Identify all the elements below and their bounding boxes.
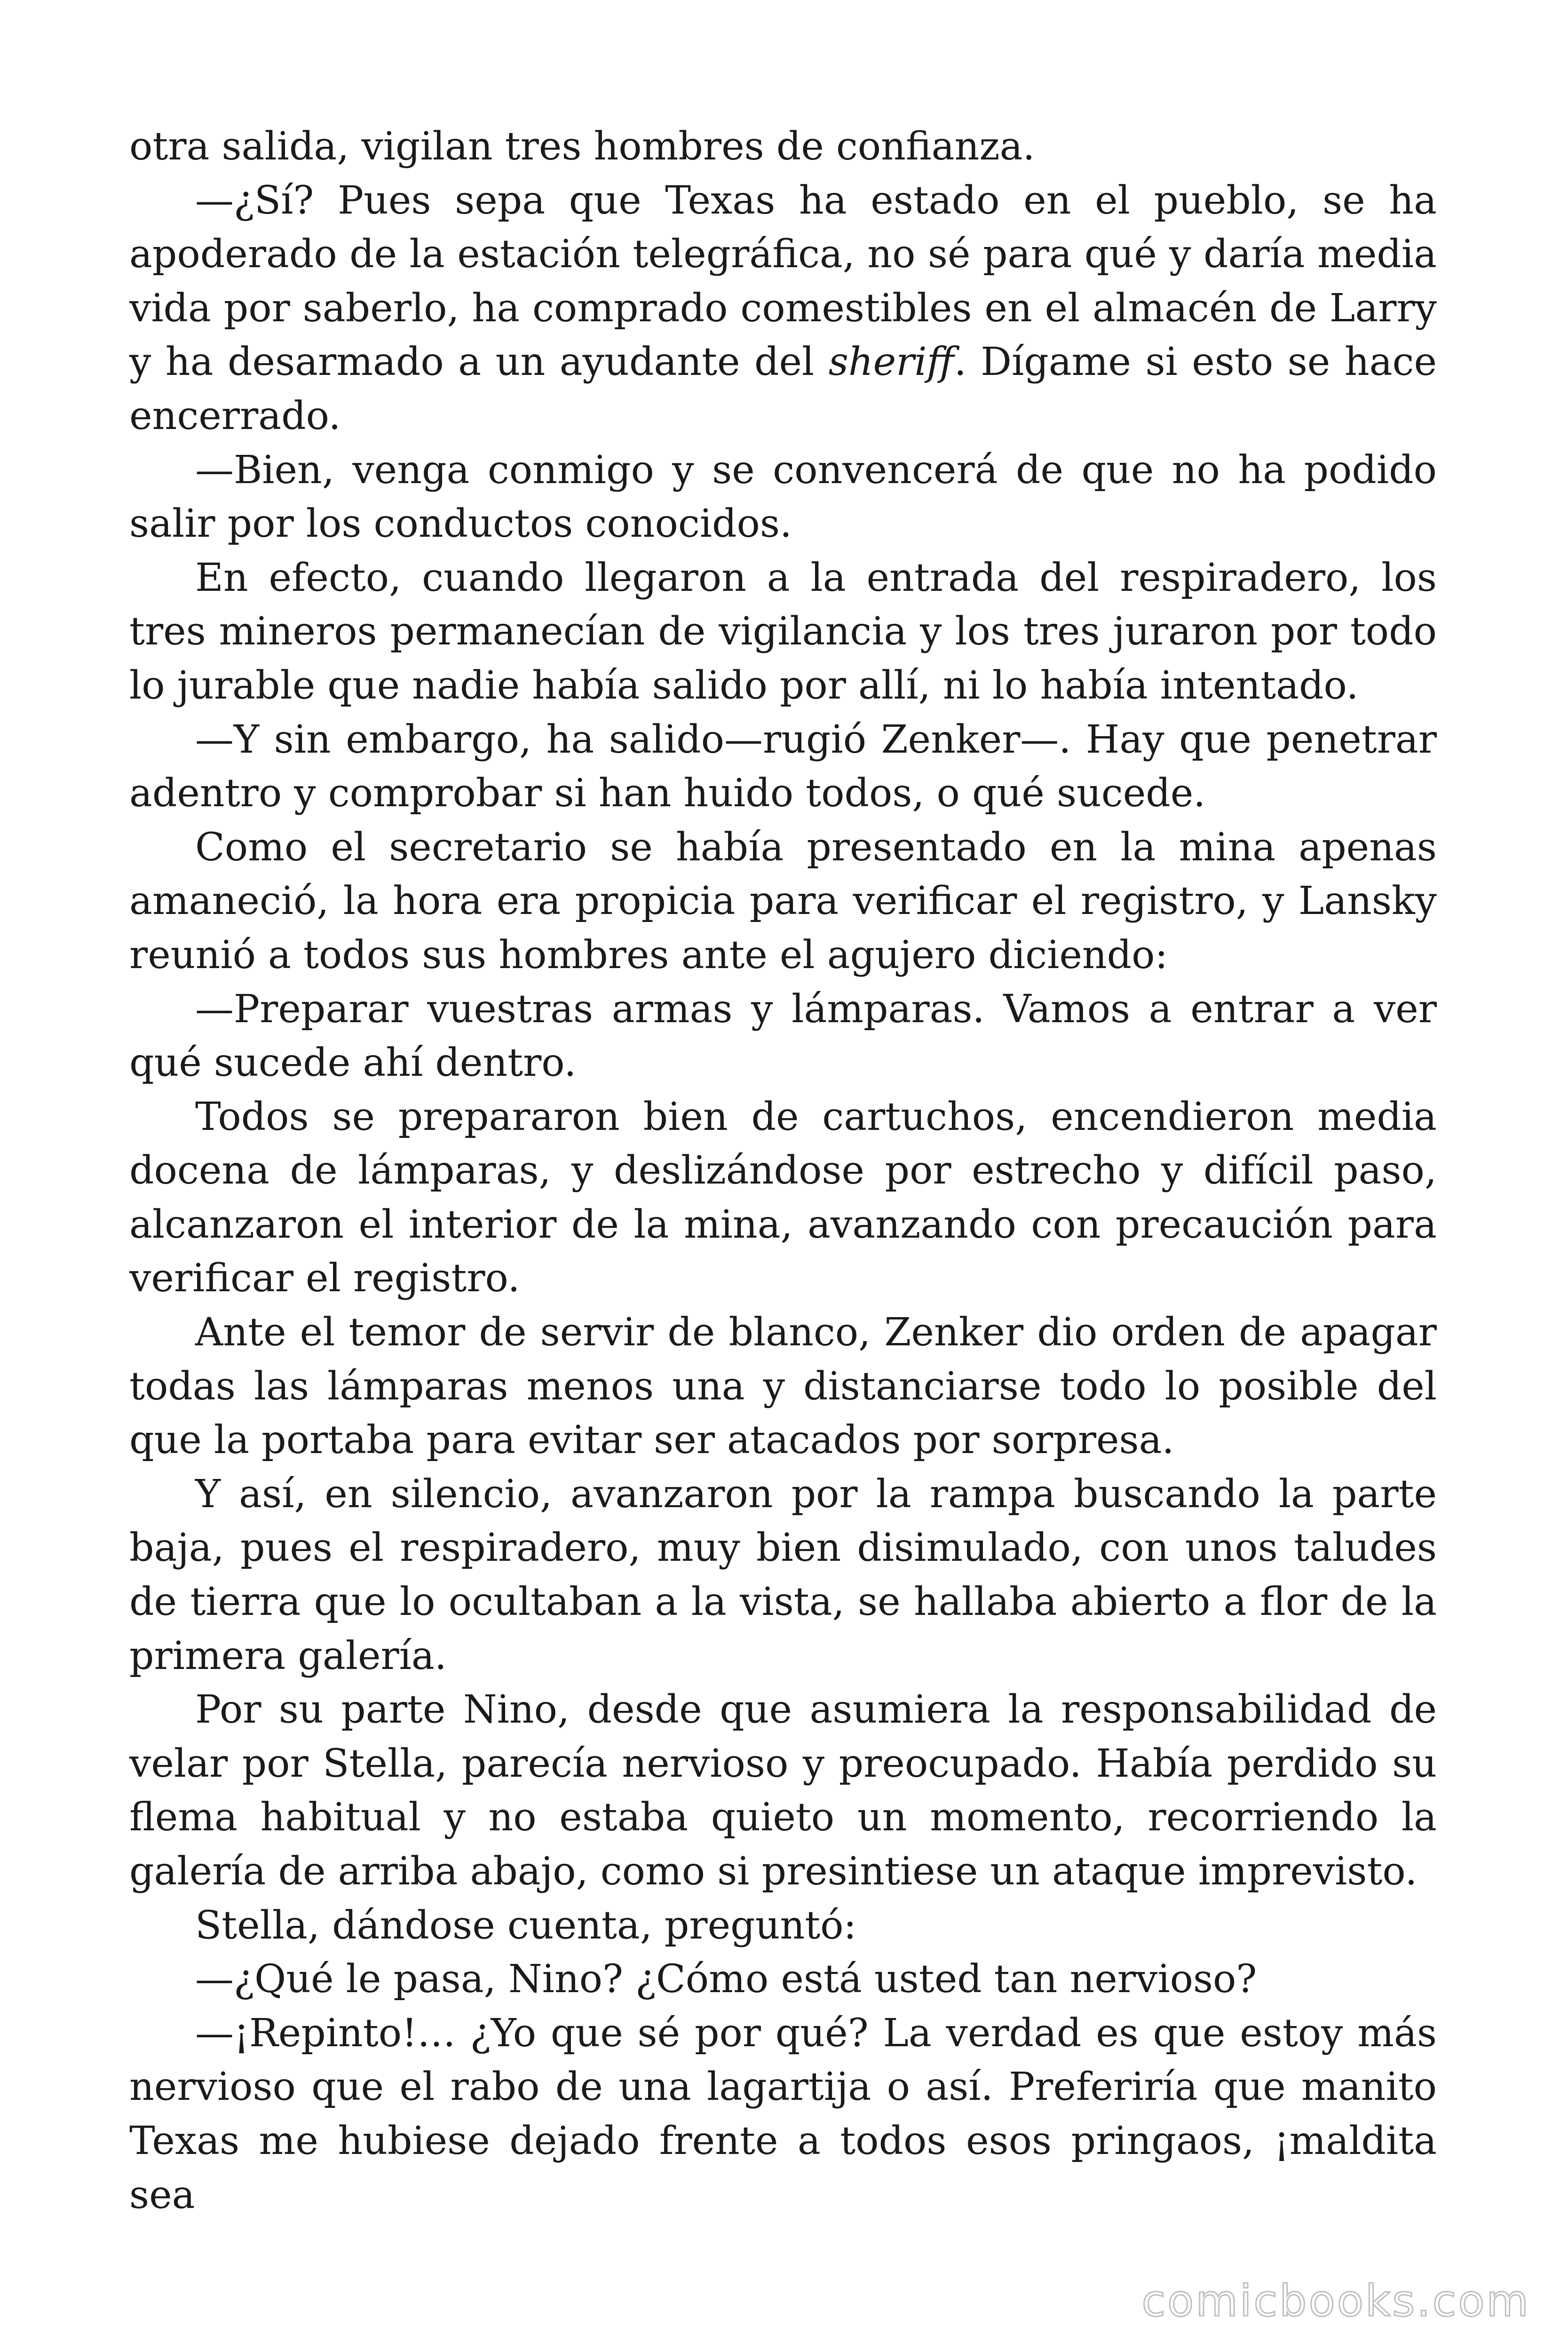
italic-word: sheriff <box>828 340 954 385</box>
paragraph-2: —¿Sí? Pues sepa que Texas ha estado en el pueblo, se ha apoderado de la estación telegráfica, no sé para qué y daría media vida por saberlo, ha comprado comestibles en el almacén de Larry y ha desarmado a un ayudante del sheriff. Dígame si esto se hace encerrado. <box>129 178 1437 438</box>
paragraph-4: En efecto, cuando llegaron a la entrada del respiradero, los tres mineros permanecían de vigilancia y los tres juraron por todo lo jurable que nadie había salido por allí, ni lo había intentado. <box>129 555 1437 708</box>
paragraph-14: —¡Repinto!… ¿Yo que sé por qué? La verdad es que estoy más nervioso que el rabo de una lagartija o así. Preferiría que manito Texas me hubiese dejado frente a todos esos pringaos, ¡maldita sea <box>129 2010 1437 2217</box>
paragraph-7: —Preparar vuestras armas y lámparas. Vamos a entrar a ver qué sucede ahí dentro. <box>129 986 1437 1086</box>
paragraph-1: otra salida, vigilan tres hombres de confianza. <box>129 124 1035 169</box>
paragraph-8: Todos se prepararon bien de cartuchos, encendieron media docena de lámparas, y deslizándose por estrecho y difícil paso, alcanzaron el interior de la mina, avanzando con precaución para verificar el registro. <box>129 1094 1437 1301</box>
paragraph-12: Stella, dándose cuenta, preguntó: <box>195 1903 857 1948</box>
watermark-logo: comicbooks.com <box>1141 2276 1530 2326</box>
paragraph-9: Ante el temor de servir de blanco, Zenker dio orden de apagar todas las lámparas menos una y distanciarse todo lo posible del que la portaba para evitar ser atacados por sorpresa. <box>129 1310 1437 1463</box>
paragraph-5: —Y sin embargo, ha salido—rugió Zenker—. Hay que penetrar adentro y comprobar si han huido todos, o qué sucede. <box>129 717 1437 816</box>
paragraph-6: Como el secretario se había presentado en la mina apenas amaneció, la hora era propicia para verificar el registro, y Lansky reunió a todos sus hombres ante el agujero diciendo: <box>129 825 1437 977</box>
paragraph-13: —¿Qué le pasa, Nino? ¿Cómo está usted tan nervioso? <box>195 1957 1257 2002</box>
paragraph-10: Y así, en silencio, avanzaron por la rampa buscando la parte baja, pues el respiradero, muy bien disimulado, con unos taludes de tierra que lo ocultaban a la vista, se hallaba abierto a flor de la primera galería. <box>129 1471 1437 1678</box>
paragraph-11: Por su parte Nino, desde que asumiera la responsabilidad de velar por Stella, parecía nervioso y preocupado. Había perdido su flema habitual y no estaba quieto un momento, recorriendo la galería de arriba abajo, como si presintiese un ataque imprevisto. <box>129 1687 1437 1894</box>
paragraph-3: —Bien, venga conmigo y se convencerá de que no ha podido salir por los conductos conocidos. <box>129 447 1437 547</box>
page-body-text <box>129 120 1437 2222</box>
